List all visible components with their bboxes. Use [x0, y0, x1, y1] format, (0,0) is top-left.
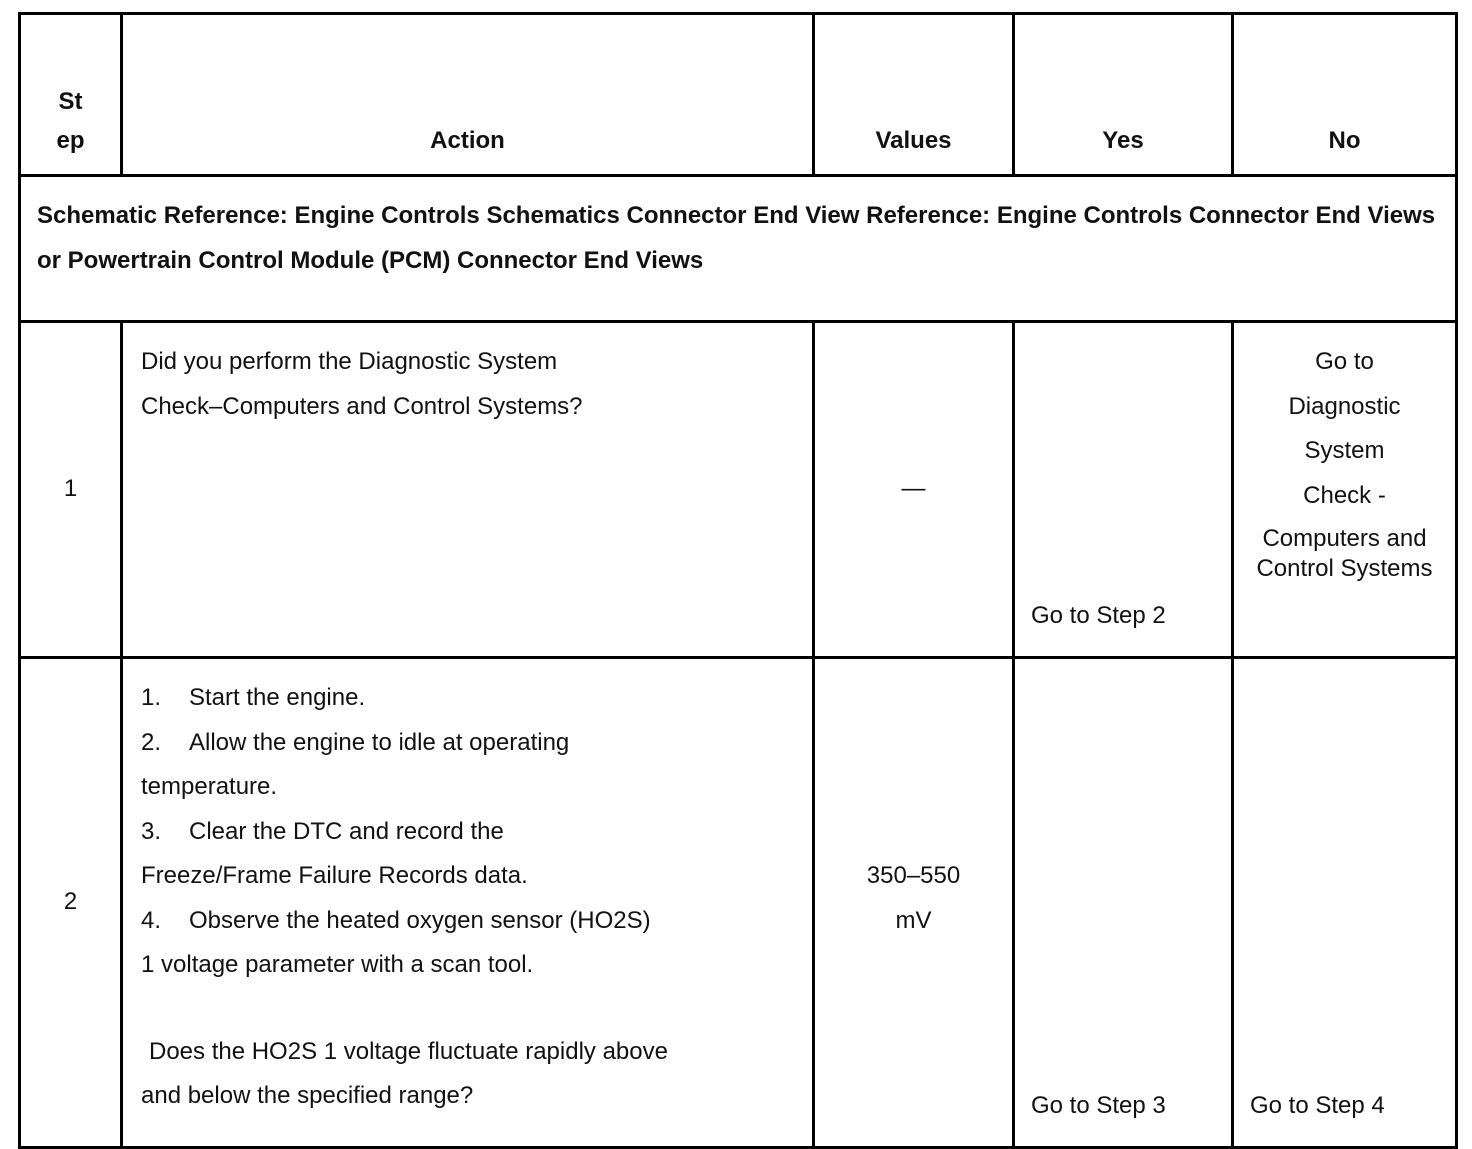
- header-values: Values: [814, 14, 1014, 176]
- step-values: [814, 658, 1014, 1148]
- action-num: 4.: [141, 906, 162, 934]
- action-continuation: 1 voltage parameter with a scan tool.: [141, 951, 534, 978]
- action-line: Check–Computers and Control Systems?: [141, 392, 583, 420]
- step-yes: Go to Step 3: [1014, 658, 1233, 1148]
- values-line: mV: [895, 906, 932, 934]
- step-number: 1: [20, 322, 122, 658]
- step-action: [122, 658, 814, 1148]
- action-text: Clear the DTC and record the: [189, 817, 504, 845]
- header-action: Action: [122, 14, 814, 176]
- action-num: 1.: [141, 684, 162, 711]
- header-yes: Yes: [1014, 14, 1233, 176]
- values-line: 350–550: [866, 862, 961, 889]
- reference-row: [20, 176, 1457, 322]
- question-line: and below the specified range?: [141, 1082, 474, 1109]
- step-no: Go to Step 4: [1233, 658, 1457, 1148]
- no-line: Check -: [1303, 481, 1386, 509]
- no-line: Computers and: [1262, 525, 1427, 552]
- action-line: Did you perform the Diagnostic System: [141, 348, 558, 375]
- step-row-2: [20, 658, 1457, 1148]
- schematic-reference: Schematic Reference: Engine Controls Schematics Connector End View Reference: Engine Controls Connector End Views or Powertrain Control Module (PCM) Connector End Views: [20, 176, 1457, 322]
- step-action: [122, 322, 814, 658]
- no-line: Diagnostic: [1288, 392, 1401, 420]
- action-item: [141, 810, 796, 855]
- action-item: [141, 721, 796, 766]
- no-line: System: [1304, 437, 1385, 464]
- action-num: 2.: [141, 728, 162, 756]
- action-text: Allow the engine to idle at operating: [189, 728, 570, 756]
- header-no: No: [1233, 14, 1457, 176]
- action-continuation: temperature.: [141, 773, 278, 800]
- action-list: [141, 676, 796, 988]
- question-line: Does the HO2S 1 voltage fluctuate rapidly above: [149, 1037, 668, 1065]
- step-yes: Go to Step 2: [1014, 322, 1233, 658]
- action-item: [141, 899, 796, 944]
- action-item: [141, 676, 796, 721]
- step-number: 2: [20, 658, 122, 1148]
- step-values: —: [814, 322, 1014, 658]
- action-num: 3.: [141, 817, 162, 845]
- diagnostic-table: [18, 12, 1458, 1149]
- header-step: St ep: [20, 14, 122, 176]
- action-text: Start the engine.: [189, 684, 366, 711]
- no-line: Control Systems: [1256, 555, 1433, 582]
- no-line: Go to: [1315, 348, 1374, 375]
- action-continuation: Freeze/Frame Failure Records data.: [141, 862, 528, 889]
- action-text: Observe the heated oxygen sensor (HO2S): [189, 906, 651, 934]
- step-no: [1233, 322, 1457, 658]
- step-row-1: [20, 322, 1457, 658]
- header-row: [20, 14, 1457, 176]
- spacer: [141, 988, 796, 1030]
